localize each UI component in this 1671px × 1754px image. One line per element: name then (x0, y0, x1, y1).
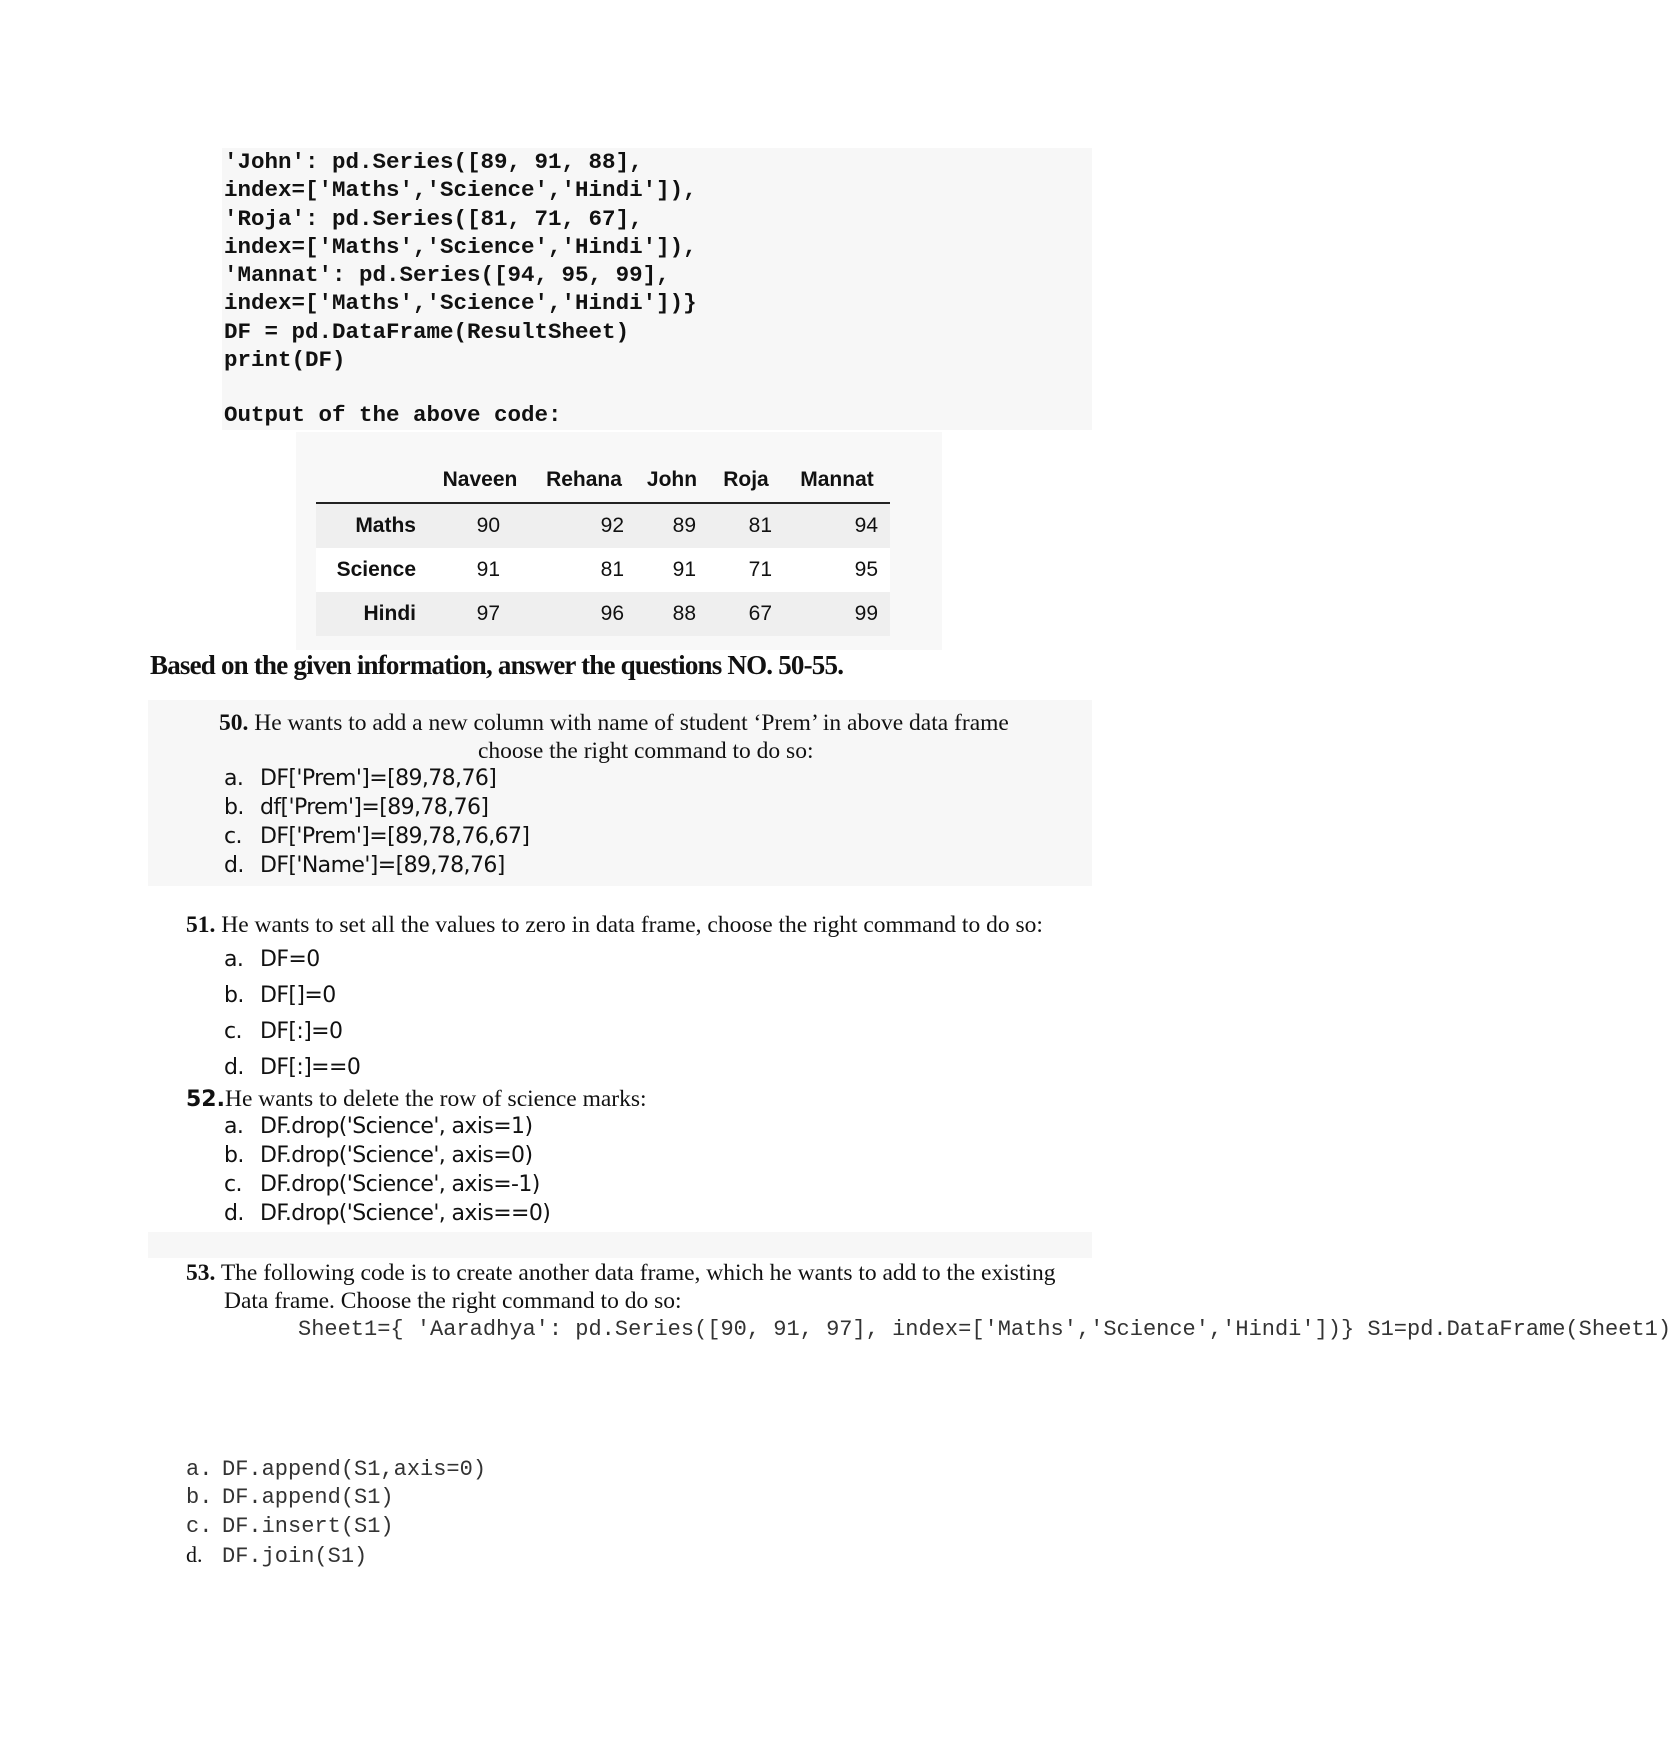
option-a (186, 1456, 486, 1484)
question-text: The following code is to create another data frame, which he wants to add to the existing (215, 1260, 1056, 1286)
option-b (186, 1484, 486, 1512)
question-53-text (186, 1260, 1055, 1287)
column-header: John (636, 458, 708, 503)
option-letter: d. (224, 1201, 244, 1226)
question-50-text-line2: choose the right command to do so: (478, 738, 814, 764)
code-line: DF = pd.DataFrame(ResultSheet) (224, 318, 630, 345)
question-53-background (148, 1232, 1092, 1258)
table-cell: 89 (672, 514, 696, 537)
question-52-options (224, 1112, 550, 1228)
option-text: DF.drop('Science', axis=0) (260, 1143, 533, 1168)
code-line: 'Mannat': pd.Series([94, 95, 99], (224, 262, 670, 289)
option-c (224, 822, 529, 851)
table-cell: 71 (748, 558, 772, 581)
question-number: 51. (186, 912, 216, 938)
option-letter: b. (224, 795, 244, 820)
code-line: 'Roja': pd.Series([81, 71, 67], (224, 205, 643, 232)
table-cell: 92 (600, 514, 624, 537)
option-c (224, 1014, 360, 1050)
option-text: DF.join(S1) (222, 1543, 368, 1569)
table-row (316, 503, 890, 548)
question-50-options (224, 764, 529, 880)
column-header: Rehana (532, 458, 636, 503)
option-text: DF.append(S1,axis=0) (222, 1457, 487, 1482)
code-line: index=['Maths','Science','Hindi']), (224, 177, 697, 204)
code-line: index=['Maths','Science','Hindi']), (224, 233, 697, 260)
question-51-options (224, 942, 360, 1086)
dataframe-output (296, 432, 942, 650)
question-50-text (219, 710, 1009, 737)
option-letter: a. (224, 1114, 244, 1139)
code-line: print(DF) (224, 347, 346, 374)
table-cell: 99 (854, 602, 878, 625)
question-number: 53. (186, 1260, 216, 1286)
option-d (224, 1199, 550, 1228)
table-header-row (316, 458, 890, 503)
table-cell: 81 (748, 514, 772, 537)
question-53-options (186, 1456, 486, 1571)
option-letter: d. (186, 1541, 203, 1567)
option-d (224, 1050, 360, 1086)
option-letter: c. (224, 1019, 242, 1044)
option-b (224, 793, 529, 822)
question-51-text (186, 912, 1043, 939)
question-52-text (186, 1086, 647, 1113)
question-text: He wants to set all the values to zero in data frame, choose the right command to do so: (215, 912, 1043, 938)
table-cell: 94 (854, 514, 878, 537)
option-b (224, 1141, 550, 1170)
question-53-code (298, 1316, 1671, 1344)
row-index: Maths (355, 514, 416, 537)
table-cell: 97 (476, 602, 500, 625)
output-label: Output of the above code: (224, 402, 562, 428)
option-a (224, 764, 529, 793)
option-text: DF=0 (260, 947, 320, 972)
code-line: 'John': pd.Series([89, 91, 88], (224, 149, 643, 175)
option-c (186, 1513, 486, 1541)
option-c (224, 1170, 550, 1199)
corner-cell (316, 458, 428, 503)
option-letter: c. (186, 1513, 213, 1539)
option-letter: d. (224, 853, 244, 878)
table-row (316, 548, 890, 592)
column-header: Mannat (784, 458, 890, 503)
code-line: 'Aaradhya': pd.Series([90, 91, 97], (416, 1317, 879, 1342)
option-letter: b. (224, 983, 244, 1008)
table-cell: 90 (476, 514, 500, 537)
table-cell: 96 (600, 602, 624, 625)
column-header: Naveen (428, 458, 532, 503)
option-text: DF.drop('Science', axis=1) (260, 1114, 533, 1139)
option-a (224, 942, 360, 978)
option-text: DF['Prem']=[89,78,76] (260, 766, 497, 791)
dataframe-table (316, 458, 890, 636)
option-text: DF['Prem']=[89,78,76,67] (260, 824, 530, 849)
column-header: Roja (708, 458, 784, 503)
code-line: Sheet1={ (298, 1317, 404, 1342)
option-letter: b. (224, 1143, 244, 1168)
table-cell: 81 (600, 558, 624, 581)
option-text: DF[:]=0 (260, 1019, 343, 1044)
section-heading: Based on the given information, answer the questions NO. 50-55. (150, 650, 844, 680)
option-letter: a. (224, 766, 244, 791)
code-block (224, 148, 697, 374)
option-text: DF[:]==0 (260, 1055, 361, 1080)
option-letter: c. (224, 824, 242, 849)
option-text: DF.insert(S1) (222, 1513, 394, 1539)
table-cell: 88 (672, 602, 696, 625)
option-d (224, 851, 529, 880)
option-d (186, 1541, 486, 1571)
code-line: S1=pd.DataFrame(Sheet1) (1367, 1317, 1671, 1342)
option-letter: c. (224, 1172, 242, 1197)
option-text: df['Prem']=[89,78,76] (260, 795, 489, 820)
table-cell: 67 (748, 602, 772, 625)
row-index: Science (336, 558, 416, 581)
option-text: DF[]=0 (260, 983, 336, 1008)
table-cell: 95 (854, 558, 878, 581)
code-line: index=['Maths','Science','Hindi'])} (224, 290, 697, 317)
code-line: index=['Maths','Science','Hindi'])} (892, 1317, 1355, 1342)
question-number: 50. (219, 710, 249, 736)
option-text: DF['Name']=[89,78,76] (260, 853, 505, 878)
option-a (224, 1112, 550, 1141)
option-text: DF.append(S1) (222, 1485, 394, 1511)
question-number: 52. (186, 1087, 225, 1112)
option-letter: b. (186, 1485, 213, 1511)
option-text: DF.drop('Science', axis=-1) (260, 1172, 540, 1197)
option-letter: a. (224, 947, 244, 972)
table-cell: 91 (476, 558, 500, 581)
question-text: He wants to delete the row of science marks: (224, 1086, 647, 1112)
option-text: DF.drop('Science', axis==0) (260, 1201, 551, 1226)
option-b (224, 978, 360, 1014)
option-letter: a. (186, 1457, 213, 1482)
row-index: Hindi (363, 602, 416, 625)
option-letter: d. (224, 1055, 244, 1080)
table-cell: 91 (672, 558, 696, 581)
question-53-text-line2: Data frame. Choose the right command to do so: (224, 1288, 682, 1314)
question-text: He wants to add a new column with name of student ‘Prem’ in above data frame (248, 710, 1009, 736)
table-row (316, 592, 890, 636)
